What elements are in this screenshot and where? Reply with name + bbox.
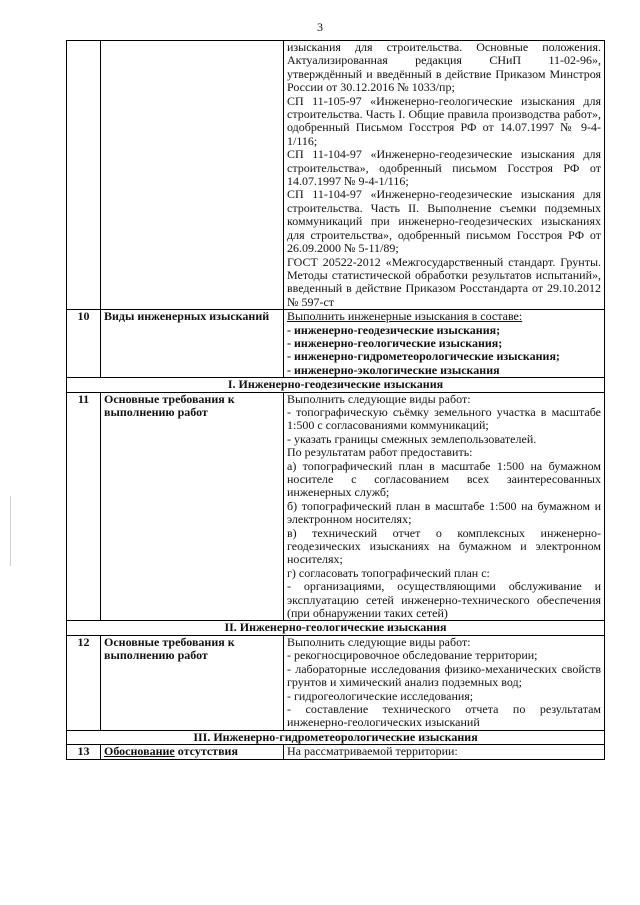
requirement-line: - гидрогеологические исследования; <box>287 688 474 703</box>
page-bottom-edge <box>0 893 640 905</box>
requirement-line: - рекогносцировочное обследование территории; <box>287 648 538 663</box>
doc-ref: СП 11-104-97 «Инженерно-геодезические изыскания для строительства. Часть II. Выполнение съемки подземных коммуникаций при инженерно-геодезических изысканиях для строительства», одобренный письмом Госстроя РФ от 26.09.2000 № 5-11/89; <box>287 187 601 256</box>
survey-item: - инженерно-экологические изыскания <box>287 362 500 377</box>
doc-ref: СП 11-104-97 «Инженерно-геодезические изыскания для строительства», одобренный письмом Госстроя РФ от 14.07.1997 № 9-4-1/116; <box>287 147 601 189</box>
row-title: Виды инженерных изысканий <box>101 310 284 378</box>
row-content <box>284 635 605 730</box>
doc-ref: ГОСТ 20522-2012 «Межгосударственный стандарт. Грунты. Методы статистической обработки результатов испытаний», введенный в действие Приказом Росстандарта от 29.10.2012 № 597-ст <box>287 254 601 309</box>
section-header-1 <box>67 378 605 392</box>
table-row-continuation <box>67 41 605 310</box>
requirement-line: б) топографический план в масштабе 1:500 на бумажном и электронном носителях; <box>287 498 601 527</box>
row-number: 10 <box>67 310 101 378</box>
requirement-line: По результатам работ предоставить: <box>287 445 473 460</box>
table-row-13 <box>67 745 605 759</box>
section-title: I. Инженерно-геодезические изыскания <box>67 378 605 392</box>
row-title <box>101 745 284 759</box>
requirement-line: - составление технического отчета по результатам инженерно-геологических изысканий <box>287 701 601 730</box>
requirement-line: Выполнить следующие виды работ: <box>287 634 471 649</box>
survey-item: - инженерно-гидрометеорологические изыскания; <box>287 349 560 364</box>
requirement-line: в) технический отчет о комплексных инженерно-геодезических изысканиях на бумажном и электронном носителях; <box>287 525 601 567</box>
row-content <box>284 745 605 759</box>
row-title-underlined: Обоснование <box>104 744 175 759</box>
row-name-cell <box>101 41 284 310</box>
normative-docs-cell <box>284 41 605 310</box>
section-header-2 <box>67 621 605 635</box>
row-content <box>284 392 605 621</box>
requirement-line: Выполнить следующие виды работ: <box>287 391 471 406</box>
section-title: II. Инженерно-геологические изыскания <box>67 621 605 635</box>
row-number: 13 <box>67 745 101 759</box>
survey-intro: Выполнить инженерные изыскания в составе: <box>287 309 523 324</box>
requirement-line: - указать границы смежных землепользователей. <box>287 431 537 446</box>
survey-item: - инженерно-геологические изыскания; <box>287 335 503 350</box>
page-number: 3 <box>317 20 323 34</box>
table-row-11 <box>67 392 605 621</box>
doc-ref: СП 11-105-97 «Инженерно-геологические изыскания для строительства. Часть I. Общие правила производства работ», одобренный Письмом Госстроя РФ от 14.07.1997 № 9-4-1/116; <box>287 93 601 148</box>
section-title: III. Инженерно-гидрометеорологические изыскания <box>67 730 605 744</box>
requirement-line: На рассматриваемой территории: <box>287 744 458 759</box>
section-header-3 <box>67 730 605 744</box>
row-number-cell <box>67 41 101 310</box>
row-number: 12 <box>67 635 101 730</box>
table-row-12 <box>67 635 605 730</box>
scan-mark <box>10 496 11 566</box>
requirement-line: а) топографический план в масштабе 1:500 на бумажном носителе с согласованием всех заинтересованных инженерных служб; <box>287 458 601 500</box>
requirements-table <box>66 40 605 760</box>
requirement-line: - лабораторные исследования физико-механических свойств грунтов и химический анализ подземных вод; <box>287 661 601 690</box>
requirement-line: - организациями, осуществляющими обслуживание и эксплуатацию сетей инженерно-технического обеспечения (при обнаружении таких сетей) <box>287 579 601 621</box>
survey-item: - инженерно-геодезические изыскания; <box>287 322 501 337</box>
row-title: Основные требования к выполнению работ <box>101 635 284 730</box>
table-row-10 <box>67 310 605 378</box>
doc-ref: изыскания для строительства. Основные положения. Актуализированная редакция СНиП 11-02-96», утверждённый и введённый в действие Приказом Минстроя России от 30.12.2016 № 1033/пр; <box>287 40 601 95</box>
row-title-rest: отсутствия <box>174 744 238 759</box>
requirement-line: - топографическую съёмку земельного участка в масштабе 1:500 с согласованиями коммуникаций; <box>287 404 601 433</box>
row-title: Основные требования к выполнению работ <box>101 392 284 621</box>
requirement-line: г) согласовать топографический план с: <box>287 565 490 580</box>
row-content <box>284 310 605 378</box>
row-number: 11 <box>67 392 101 621</box>
